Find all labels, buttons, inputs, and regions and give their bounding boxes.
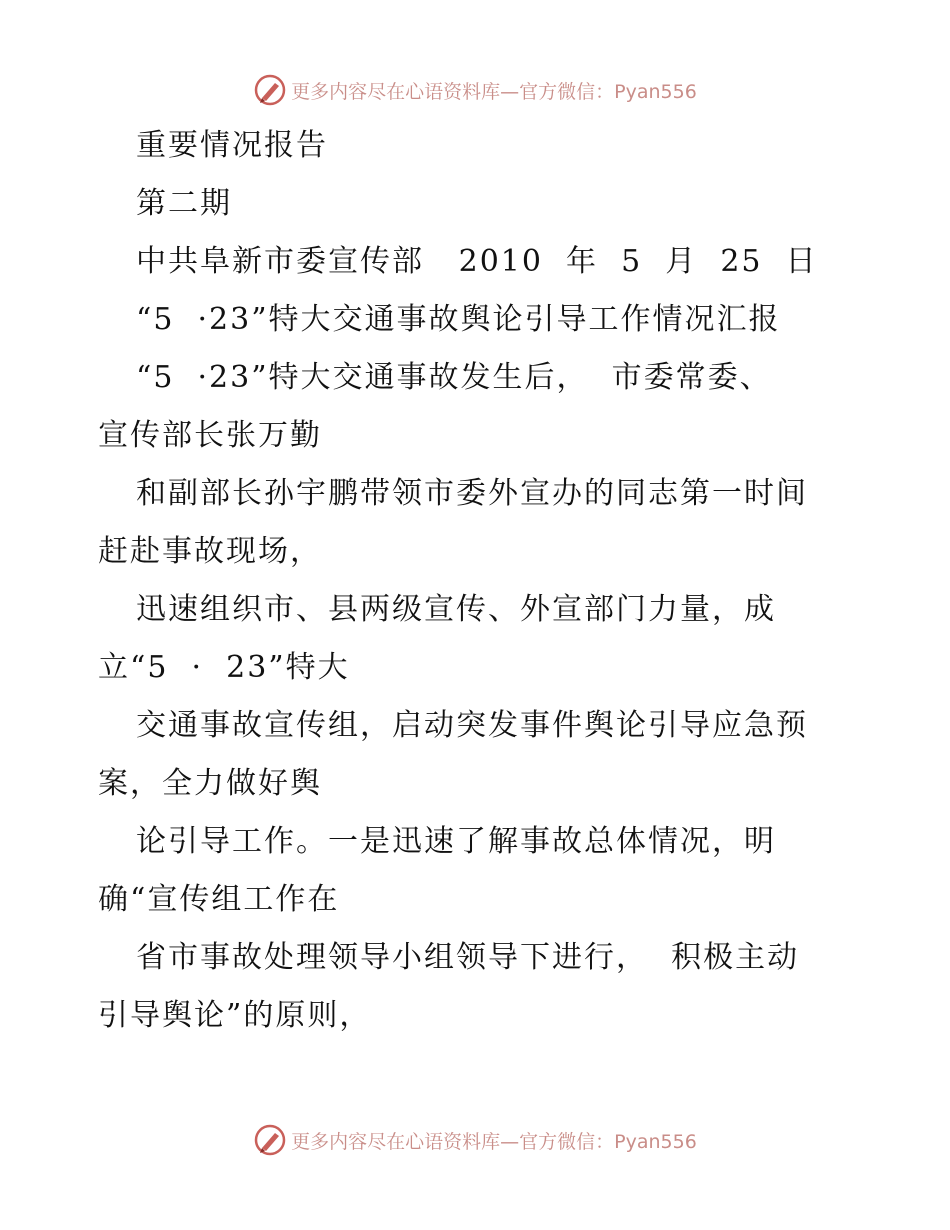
document-line: 论引导工作。一是迅速了解事故总体情况，明 (136, 824, 776, 859)
pen-logo-icon (253, 73, 287, 107)
watermark-text: 更多内容尽在心语资料库—官方微信：Pyan556 (291, 1130, 697, 1153)
document-line: 案，全力做好舆 (98, 766, 322, 801)
document-line: 交通事故宣传组，启动突发事件舆论引导应急预 (136, 708, 808, 743)
watermark-text: 更多内容尽在心语资料库—官方微信：Pyan556 (291, 80, 697, 103)
pen-logo-icon (253, 1123, 287, 1157)
document-line: 赶赴事故现场， (98, 534, 322, 569)
document-line: 宣传部长张万勤 (98, 418, 322, 453)
document-line: 重要情况报告 (136, 128, 328, 163)
document-line: 迅速组织市、县两级宣传、外宣部门力量，成 (136, 592, 776, 627)
document-line: 确“宣传组工作在 (98, 882, 340, 917)
watermark-header (0, 70, 950, 110)
document-line: “5 ·23”特大交通事故发生后， 市委常委、 (136, 360, 772, 395)
document-line: 省市事故处理领导小组领导下进行， 积极主动 (136, 940, 800, 975)
watermark-footer (0, 1120, 950, 1160)
document-line: 中共阜新市委宣传部 2010 年 5 月 25 日 (136, 244, 818, 279)
document-line: “5 ·23”特大交通事故舆论引导工作情况汇报 (136, 302, 781, 337)
document-line: 立“5 · 23”特大 (98, 650, 350, 685)
document-line: 和副部长孙宇鹏带领市委外宣办的同志第一时间 (136, 476, 808, 511)
document-line: 第二期 (136, 186, 232, 221)
document-body (98, 117, 868, 1045)
document-line: 引导舆论”的原则， (98, 998, 372, 1033)
